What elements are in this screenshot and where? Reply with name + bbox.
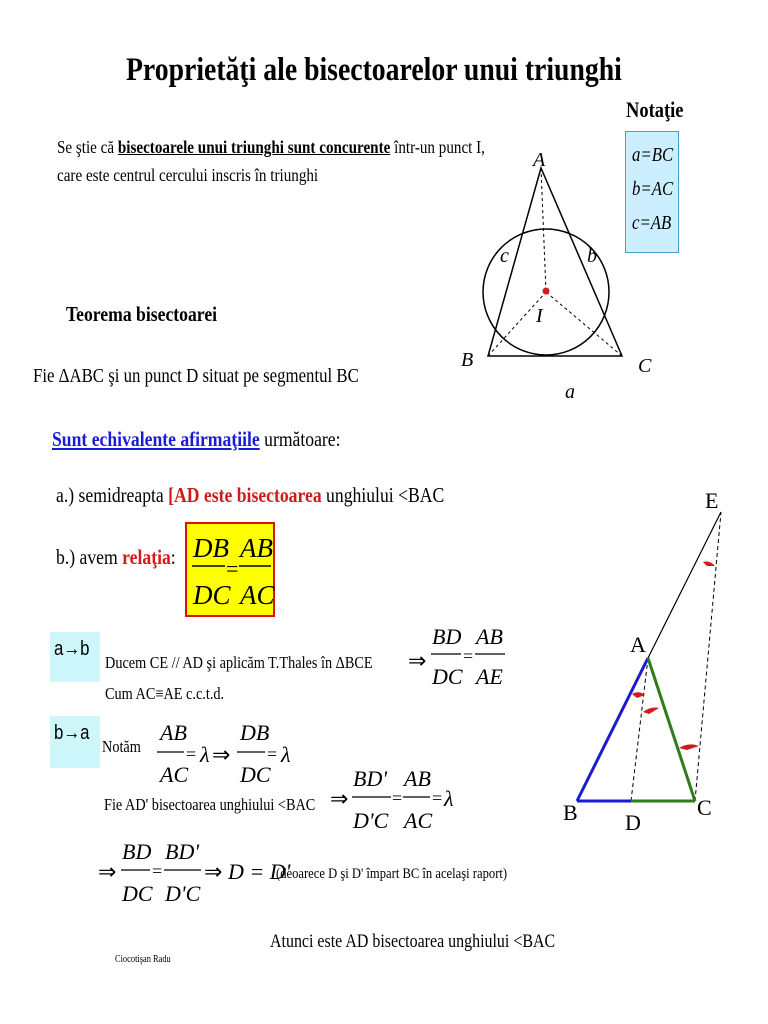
proof-ab-formula [406, 620, 516, 692]
svg-text:λ: λ [200, 742, 210, 767]
svg-text:D'C: D'C [353, 808, 389, 833]
svg-text:=: = [463, 646, 474, 666]
notatie-a: a=BC [632, 144, 674, 166]
svg-text:BD': BD' [165, 839, 200, 864]
svg-text:DC: DC [193, 580, 231, 610]
proof-ab-line1: Ducem CE // AD şi aplicăm T.Thales în ΔBCE [105, 653, 373, 672]
svg-text:⇒: ⇒ [408, 648, 427, 673]
line-ae [648, 512, 721, 658]
svg-text:=: = [186, 744, 197, 764]
echivalente-text: Sunt echivalente afirmaţiile următoare: [52, 427, 341, 451]
svg-text:AB: AB [404, 766, 431, 791]
side-ac [648, 658, 695, 801]
label-A2: A [630, 632, 646, 657]
ad-prime-formula [328, 762, 458, 838]
notam-text: Notăm [102, 737, 141, 756]
svg-text:D'C: D'C [165, 881, 201, 906]
teorema-heading: Teorema bisectoarei [66, 302, 218, 326]
svg-text:=: = [267, 744, 278, 764]
svg-text:D = D': D = D' [228, 859, 291, 884]
svg-text:DC: DC [240, 762, 271, 787]
notam-formula [150, 710, 320, 790]
bisector-a [541, 168, 546, 292]
statement-a: a.) semidreapta [AD este bisectoarea unghiului <BAC [56, 483, 445, 507]
svg-text:AC: AC [404, 808, 433, 833]
svg-text:BD: BD [432, 624, 462, 649]
angle-mark-a2 [643, 708, 659, 715]
label-E: E [705, 488, 719, 513]
svg-text:=: = [392, 788, 403, 808]
svg-text:DB: DB [193, 533, 229, 563]
svg-text:⇒: ⇒ [330, 786, 349, 811]
svg-text:AB: AB [240, 533, 273, 563]
angle-mark-c [679, 744, 699, 750]
svg-text:=: = [226, 556, 239, 581]
relation-formula [187, 524, 273, 615]
svg-text:AB: AB [476, 624, 503, 649]
bisector-figure [555, 480, 765, 850]
notatie-c: c=AB [632, 212, 672, 234]
label-a: a [565, 381, 575, 403]
incircle-diagram [440, 140, 680, 410]
tag-a-to-b: a→b [50, 632, 100, 682]
deoarece-note: (deoarece D şi D' împart BC în acelaşi raport) [276, 866, 508, 882]
conclusion-formula [96, 835, 291, 911]
side-ab [577, 658, 648, 801]
proof-ab-line2: Cum AC≡AE c.c.t.d. [105, 684, 225, 703]
svg-text:AC: AC [240, 580, 275, 610]
svg-text:DC: DC [432, 664, 463, 689]
svg-text:BD: BD [122, 839, 152, 864]
notatie-heading: Notaţie [626, 97, 684, 122]
svg-text:AE: AE [476, 664, 503, 689]
label-B: B [461, 349, 474, 371]
fie-ad-prime: Fie AD' bisectoarea unghiului <BAC [104, 795, 316, 814]
svg-text:AB: AB [160, 720, 187, 745]
tag-b-to-a: b→a [50, 716, 100, 768]
label-D2: D [625, 810, 641, 835]
fie-text: Fie ΔABC şi un punct D situat pe segmentul BC [33, 365, 359, 387]
bisector-c [546, 292, 622, 356]
line-ad [631, 658, 648, 801]
svg-text:=: = [152, 861, 163, 881]
label-A: A [533, 149, 546, 171]
intro-text: Se ştie că bisectoarele unui triunghi sunt concurente într-un punct I, care este centrul cercului inscris în triunghi [57, 137, 485, 185]
svg-text:AC: AC [160, 762, 189, 787]
svg-text:λ: λ [444, 786, 454, 811]
incenter-point [543, 288, 550, 295]
svg-text:⇒: ⇒ [98, 859, 117, 884]
svg-text:⇒: ⇒ [212, 742, 231, 767]
svg-text:BD': BD' [353, 766, 388, 791]
final-statement: Atunci este AD bisectoarea unghiului <BAC [270, 931, 556, 952]
angle-mark-a1 [632, 692, 645, 698]
relation-box [185, 522, 275, 617]
svg-text:λ: λ [281, 742, 291, 767]
svg-text:⇒: ⇒ [204, 859, 223, 884]
statement-b: b.) avem relaţia: [56, 545, 176, 569]
label-B2: B [563, 800, 578, 825]
author: Ciocotişan Radu [115, 954, 171, 965]
svg-text:=: = [432, 788, 443, 808]
svg-text:DC: DC [122, 881, 153, 906]
svg-text:DB: DB [240, 720, 270, 745]
label-I: I [536, 305, 543, 327]
angle-mark-e [703, 562, 715, 567]
label-C2: C [697, 795, 712, 820]
notatie-b: b=AC [632, 178, 674, 200]
label-b: b [587, 245, 597, 267]
page-title: Proprietăţi ale bisectoarelor unui triunghi [126, 52, 622, 88]
label-C: C [638, 355, 652, 377]
label-c: c [500, 245, 509, 267]
